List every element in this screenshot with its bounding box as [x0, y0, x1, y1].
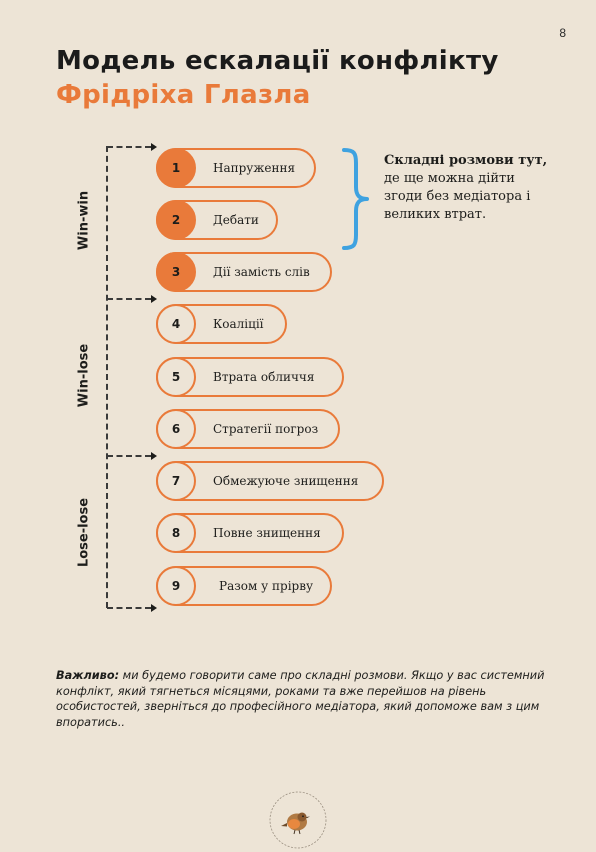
step-number: 7: [156, 461, 196, 501]
page-number: 8: [559, 26, 566, 40]
bracket-arrow-icon: [151, 604, 157, 612]
escalation-step-3: [156, 252, 332, 292]
page-title: [56, 44, 499, 112]
callout-bold: Складні розмови тут,: [384, 153, 548, 168]
zone-label-win-lose: Win-lose: [76, 343, 92, 408]
step-label: Втрата обличчя: [213, 370, 315, 384]
escalation-step-5: [156, 357, 344, 397]
escalation-step-2: [156, 200, 278, 240]
zone-label-win-win: Win-win: [76, 190, 92, 251]
step-label: Коаліції: [213, 317, 264, 331]
zone-label-lose-lose: Lose-lose: [76, 497, 92, 568]
step-number: 4: [156, 304, 196, 344]
step-label: Стратегії погроз: [213, 422, 319, 436]
bracket-arrow-icon: [151, 295, 157, 303]
step-number: 1: [156, 148, 196, 188]
step-number: 2: [156, 200, 196, 240]
step-number: 8: [156, 513, 196, 553]
note-bold: Важливо:: [56, 669, 120, 682]
escalation-step-9: [156, 566, 332, 606]
bracket-tick-top: [107, 146, 151, 148]
bracket-arrow-icon: [151, 143, 157, 151]
callout-text: [384, 152, 554, 224]
title-line-2: Фрідріха Глазла: [56, 80, 311, 110]
step-label: Повне знищення: [213, 526, 321, 540]
step-label: Обмежуюче знищення: [213, 474, 359, 488]
escalation-step-7: [156, 461, 384, 501]
bird-logo-icon: [266, 788, 330, 852]
escalation-step-8: [156, 513, 344, 553]
bracket-tick-bottom: [107, 607, 151, 609]
step-number: 9: [156, 566, 196, 606]
step-label: Дії замість слів: [213, 265, 310, 279]
escalation-step-1: [156, 148, 316, 188]
step-number: 6: [156, 409, 196, 449]
zone-bracket-line: [106, 146, 108, 608]
note-rest: ми будемо говорити саме про складні розмови. Якщо у вас системний конфлікт, який тягнеться місяцями, роками та вже перейшов на рівень особистостей, зверніться до професійного медіатора, який допоможе вам з цим впоратись..: [56, 669, 545, 729]
callout-rest: де ще можна дійти згоди без медіатора і великих втрат.: [384, 171, 531, 222]
step-label: Разом у прірву: [219, 579, 314, 593]
step-number: 5: [156, 357, 196, 397]
important-note: [56, 668, 548, 730]
bracket-arrow-icon: [151, 452, 157, 460]
escalation-step-6: [156, 409, 340, 449]
bracket-tick-win-lose: [107, 298, 151, 300]
step-number: 3: [156, 252, 196, 292]
title-line-1: Модель ескалації конфлікту: [56, 46, 499, 76]
step-label: Дебати: [213, 213, 259, 227]
bracket-tick-lose-lose: [107, 455, 151, 457]
step-label: Напруження: [213, 161, 296, 175]
curly-brace-icon: [340, 147, 370, 251]
escalation-step-4: [156, 304, 287, 344]
